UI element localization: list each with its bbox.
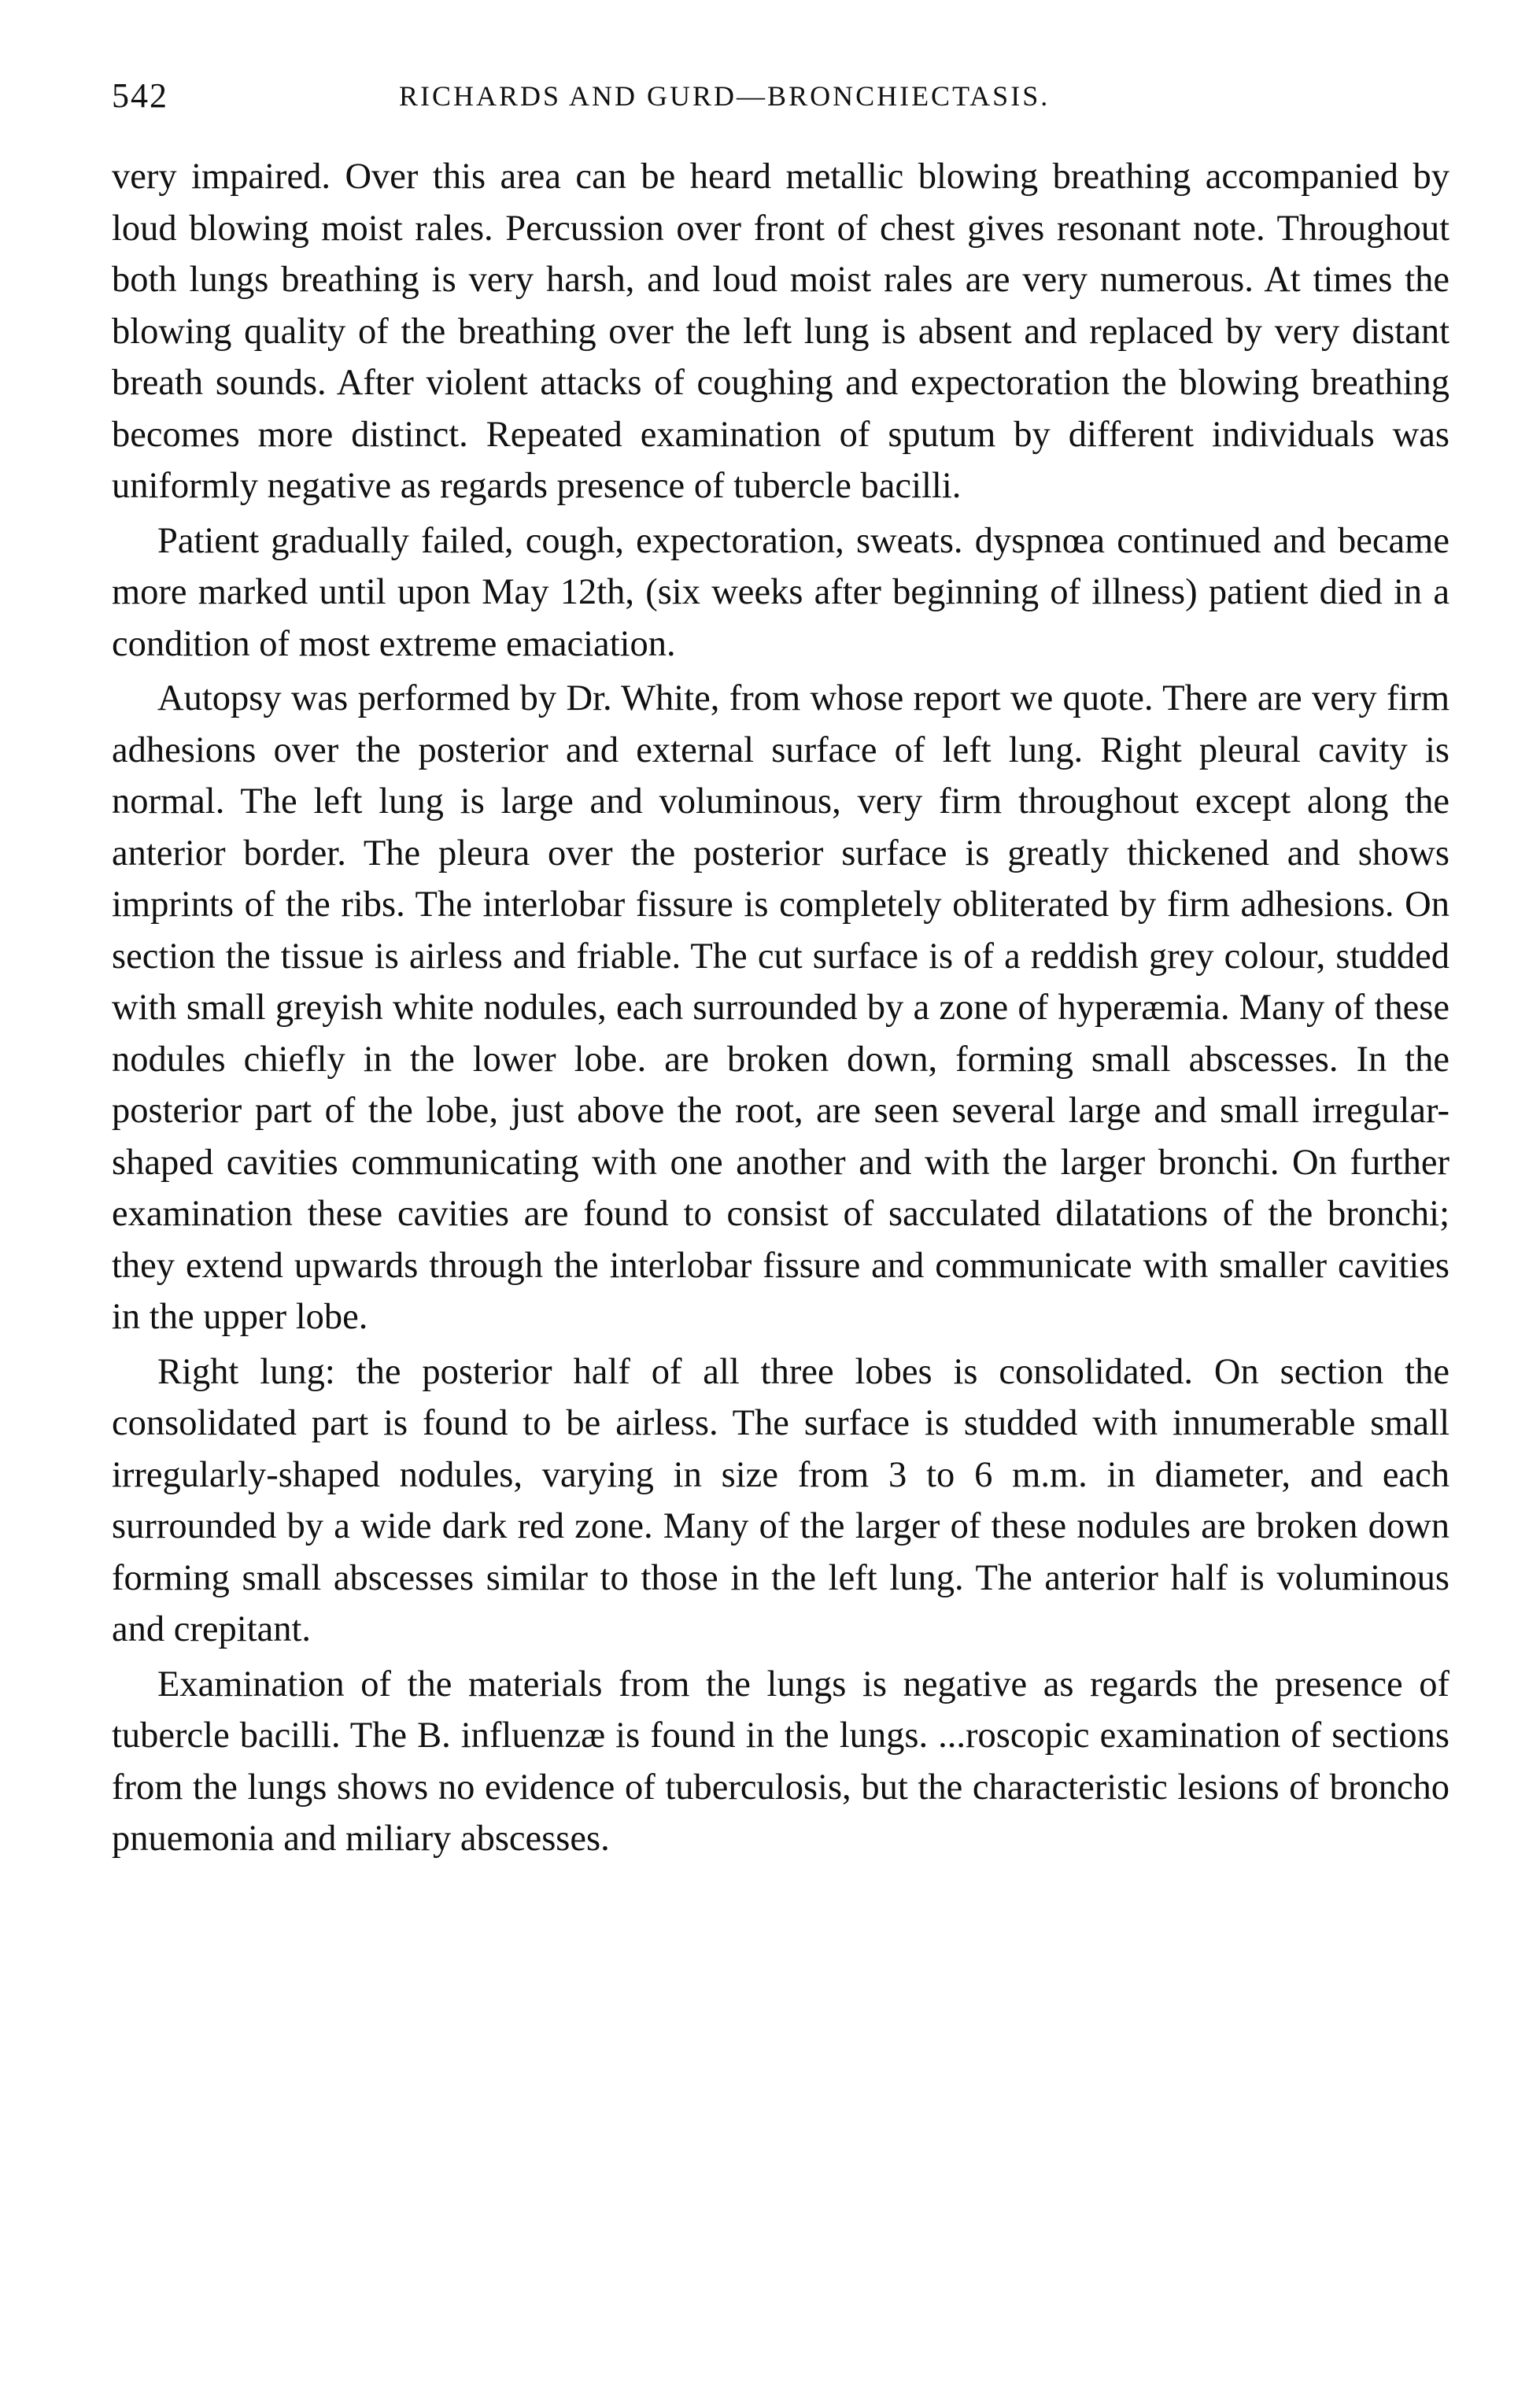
- paragraph-right-lung: Right lung: the posterior half of all three lobes is consolidated. On section the consolidated part is found to be airless. The surface is studded with innumerable small irregularly-shaped nodules, varying in size from 3 to 6 m.m. in diameter, and each surrounded by a wide dark red zone. Many of the larger of these nodules are broken down forming small abscesses similar to those in the left lung. The anterior half is voluminous and crepitant.: [112, 1351, 1450, 1649]
- running-header: [112, 72, 1450, 120]
- paragraph-patient-course: Patient gradually failed, cough, expectoration, sweats. dyspnœa continued and became more marked until upon May 12th, (six weeks after beginning of illness) patient died in a condition of most extreme emaciation.: [112, 520, 1450, 664]
- body-text: [112, 151, 1450, 1865]
- paragraph-autopsy-left-lung: Autopsy was performed by Dr. White, from whose report we quote. There are very firm adhesions over the posterior and external surface of left lung. Right pleural cavity is normal. The left lung is large and voluminous, very firm throughout except along the anterior border. The pleura over the posterior surface is greatly thickened and shows imprints of the ribs. The interlobar fissure is completely obliterated by firm adhesions. On section the tissue is airless and friable. The cut surface is of a reddish grey colour, studded with small greyish white nodules, each surrounded by a zone of hyperæmia. Many of these nodules chiefly in the lower lobe. are broken down, forming small abscesses. In the posterior part of the lobe, just above the root, are seen several large and small irregular-shaped cavities communicating with one another and with the larger bronchi. On further examination these cavities are found to consist of sacculated dilatations of the bronchi; they extend upwards through the interlobar fissure and communicate with smaller cavities in the upper lobe.: [112, 678, 1450, 1337]
- page-number: 542: [112, 76, 168, 115]
- running-title: RICHARDS AND GURD—BRONCHIECTASIS.: [399, 80, 1051, 112]
- paragraph-clinical-findings: very impaired. Over this area can be heard metallic blowing breathing accompanied by loud blowing moist rales. Percussion over front of chest gives resonant note. Throughout both lungs breathing is very harsh, and loud moist rales are very numerous. At times the blowing quality of the breathing over the left lung is absent and replaced by very distant breath sounds. After violent attacks of coughing and expectoration the blowing breathing becomes more distinct. Repeated examination of sputum by different individuals was uniformly negative as regards presence of tubercle bacilli.: [112, 157, 1450, 506]
- paragraph-microscopic-examination: Examination of the materials from the lungs is negative as regards the presence of tubercle bacilli. The B. influenzæ is found in the lungs. ...roscopic examination of sections from the lungs shows no evidence of tuberculosis, but the characteristic lesions of broncho pnuemonia and miliary abscesses.: [112, 1664, 1450, 1859]
- document-page: [112, 72, 1450, 1865]
